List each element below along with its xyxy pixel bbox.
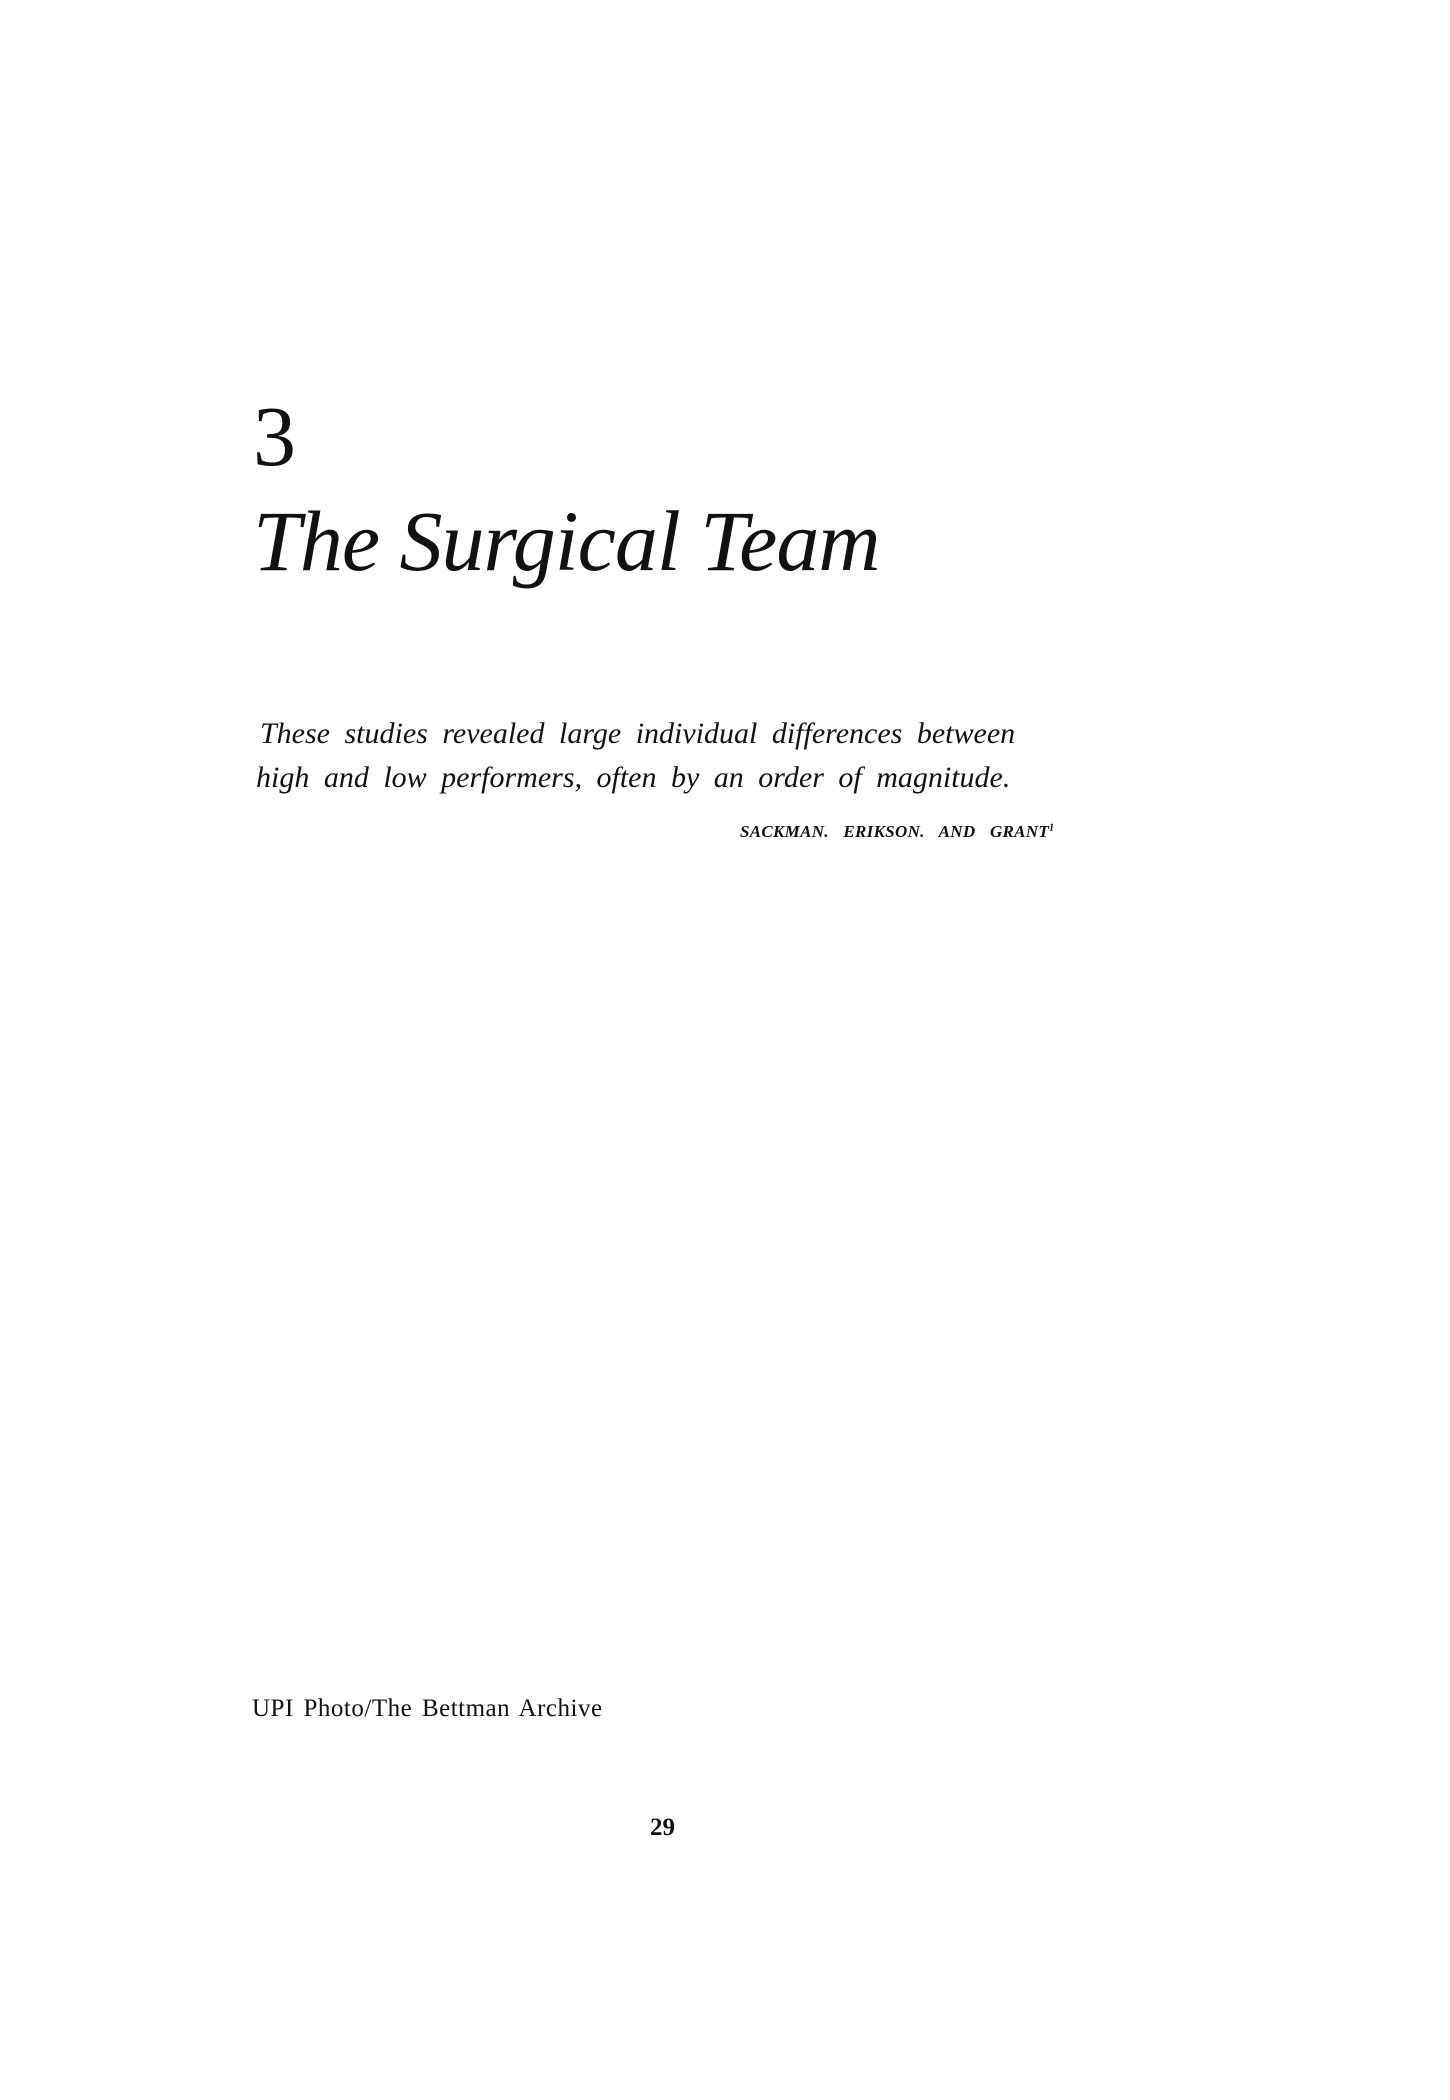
epigraph-attribution: [740, 822, 1054, 842]
footnote-marker[interactable]: 1: [1049, 822, 1055, 834]
attribution-text: SACKMAN. ERIKSON. AND GRANT: [740, 822, 1050, 841]
chapter-title: The Surgical Team: [253, 493, 880, 589]
epigraph: [256, 712, 1036, 800]
photo-credit: UPI Photo/The Bettman Archive: [252, 1695, 603, 1722]
epigraph-line: These studies revealed large individual differences between: [260, 717, 1016, 750]
epigraph-line: high and low performers, often by an order of magnitude.: [256, 761, 1011, 794]
page-number: 29: [650, 1814, 675, 1841]
chapter-number: 3: [253, 388, 296, 484]
